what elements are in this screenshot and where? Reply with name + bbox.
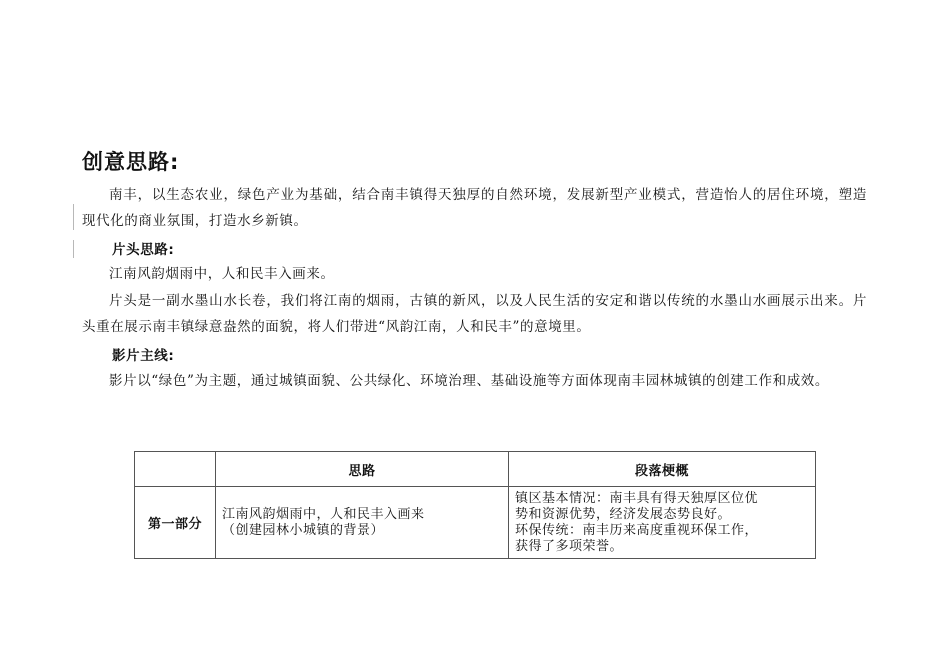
- idea-cell: [216, 487, 509, 559]
- summary-line: 势和资源优势，经济发展态势良好。: [515, 506, 732, 522]
- table-header-idea: 思路: [216, 452, 509, 487]
- table-header-blank: [135, 452, 216, 487]
- summary-line: 镇区基本情况：南丰具有得天独厚区位优: [515, 490, 759, 506]
- opening-line: 江南风韵烟雨中，人和民丰入画来。: [109, 266, 335, 282]
- intro-paragraph: 南丰，以生态农业，绿色产业为基础，结合南丰镇得天独厚的自然环境，发展新型产业模式，营造怡人的居住环境，塑造现代化的商业氛围，打造水乡新镇。: [82, 187, 867, 229]
- margin-mark: [73, 204, 74, 230]
- mainline-paragraph: 影片以“绿色”为主题，通过城镇面貌、公共绿化、环境治理、基础设施等方面体现南丰园林城镇的创建工作和成效。: [109, 373, 830, 389]
- margin-mark: [73, 240, 74, 258]
- outline-table: [134, 451, 816, 559]
- opening-paragraph: 片头是一副水墨山水长卷，我们将江南的烟雨，古镇的新风，以及人民生活的安定和谐以传统的水墨山水画展示出来。片头重在展示南丰镇绿意盎然的面貌，将人们带进“风韵江南，人和民丰”的意境里。: [82, 293, 867, 335]
- opening-heading: 片头思路:: [112, 242, 175, 258]
- section-label: 第一部分: [135, 487, 216, 559]
- summary-line: 获得了多项荣誉。: [515, 538, 624, 554]
- table-header-row: [135, 452, 816, 487]
- mainline-heading: 影片主线:: [112, 348, 175, 364]
- page-title: 创意思路:: [82, 150, 180, 174]
- table-row: [135, 487, 816, 559]
- summary-cell: [509, 487, 816, 559]
- idea-line: （创建园林小城镇的背景）: [222, 522, 385, 538]
- summary-line: 环保传统：南丰历来高度重视环保工作，: [515, 522, 759, 538]
- table-header-summary: 段落梗概: [509, 452, 816, 487]
- idea-line: 江南风韵烟雨中，人和民丰入画来: [222, 506, 425, 522]
